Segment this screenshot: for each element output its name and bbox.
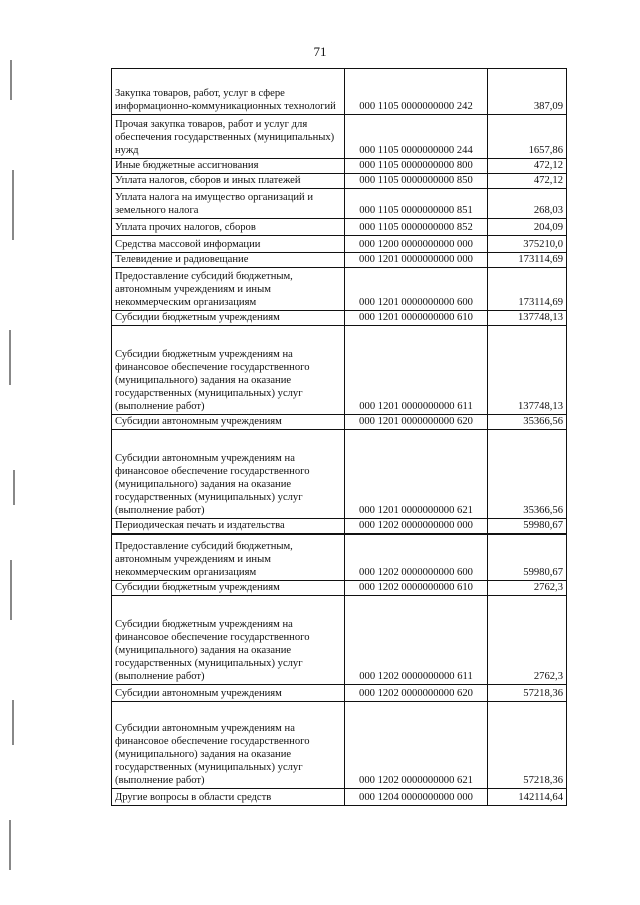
- row-code-cell: 000 1105 0000000000 242: [345, 69, 488, 115]
- scan-edge-artifact: [4, 0, 24, 905]
- table-row: [112, 159, 567, 174]
- row-code-cell: 000 1201 0000000000 620: [345, 415, 488, 430]
- row-name-cell: Предоставление субсидий бюджетным, автономным учреждениям и иным некоммерческим организациям: [112, 534, 345, 580]
- row-amount-cell: 375210,0: [488, 236, 567, 253]
- row-code-cell: 000 1105 0000000000 852: [345, 219, 488, 236]
- table-row: [112, 519, 567, 535]
- row-code-cell: 000 1201 0000000000 000: [345, 253, 488, 268]
- row-amount-cell: 35366,56: [488, 430, 567, 519]
- row-code-cell: 000 1202 0000000000 000: [345, 519, 488, 535]
- row-amount-cell: 57218,36: [488, 684, 567, 701]
- row-name-cell: Иные бюджетные ассигнования: [112, 159, 345, 174]
- row-amount-cell: 268,03: [488, 189, 567, 219]
- row-amount-cell: 204,09: [488, 219, 567, 236]
- row-name-cell: Субсидии бюджетным учреждениям на финансовое обеспечение государственного (муниципального) задания на оказание государственных (муниципальных) услуг (выполнение работ): [112, 595, 345, 684]
- row-code-cell: 000 1201 0000000000 611: [345, 326, 488, 415]
- row-amount-cell: 173114,69: [488, 268, 567, 311]
- row-code-cell: 000 1200 0000000000 000: [345, 236, 488, 253]
- row-name-cell: Субсидии бюджетным учреждениям на финансовое обеспечение государственного (муниципального) задания на оказание государственных (муниципальных) услуг (выполнение работ): [112, 326, 345, 415]
- row-name-cell: Закупка товаров, работ, услуг в сфере информационно-коммуникационных технологий: [112, 69, 345, 115]
- page-number: 71: [313, 44, 327, 59]
- row-name-cell: Уплата налогов, сборов и иных платежей: [112, 174, 345, 189]
- row-amount-cell: 137748,13: [488, 326, 567, 415]
- row-amount-cell: 142114,64: [488, 788, 567, 805]
- row-name-cell: Предоставление субсидий бюджетным, автономным учреждениям и иным некоммерческим организациям: [112, 268, 345, 311]
- row-name-cell: Прочая закупка товаров, работ и услуг для обеспечения государственных (муниципальных) нужд: [112, 115, 345, 159]
- table-row: [112, 595, 567, 684]
- table-row: [112, 236, 567, 253]
- table-row: [112, 69, 567, 115]
- row-amount-cell: 59980,67: [488, 519, 567, 535]
- row-name-cell: Другие вопросы в области средств: [112, 788, 345, 805]
- row-name-cell: Субсидии автономным учреждениям на финансовое обеспечение государственного (муниципального) задания на оказание государственных (муниципальных) услуг (выполнение работ): [112, 430, 345, 519]
- row-code-cell: 000 1201 0000000000 621: [345, 430, 488, 519]
- row-amount-cell: 1657,86: [488, 115, 567, 159]
- row-amount-cell: 137748,13: [488, 311, 567, 326]
- row-code-cell: 000 1202 0000000000 620: [345, 684, 488, 701]
- table-row: [112, 326, 567, 415]
- row-name-cell: Уплата прочих налогов, сборов: [112, 219, 345, 236]
- row-name-cell: Субсидии автономным учреждениям: [112, 684, 345, 701]
- row-code-cell: 000 1105 0000000000 851: [345, 189, 488, 219]
- row-code-cell: 000 1201 0000000000 600: [345, 268, 488, 311]
- row-code-cell: 000 1105 0000000000 850: [345, 174, 488, 189]
- row-amount-cell: 59980,67: [488, 534, 567, 580]
- table-row: [112, 219, 567, 236]
- budget-table-body: [112, 69, 567, 806]
- table-row: [112, 534, 567, 580]
- row-name-cell: Периодическая печать и издательства: [112, 519, 345, 535]
- budget-table: [111, 68, 567, 806]
- row-name-cell: Субсидии бюджетным учреждениям: [112, 311, 345, 326]
- table-row: [112, 253, 567, 268]
- table-row: [112, 701, 567, 788]
- row-amount-cell: 2762,3: [488, 595, 567, 684]
- row-code-cell: 000 1201 0000000000 610: [345, 311, 488, 326]
- row-name-cell: Уплата налога на имущество организаций и земельного налога: [112, 189, 345, 219]
- row-name-cell: Телевидение и радиовещание: [112, 253, 345, 268]
- row-code-cell: 000 1202 0000000000 610: [345, 580, 488, 595]
- row-amount-cell: 472,12: [488, 174, 567, 189]
- row-amount-cell: 35366,56: [488, 415, 567, 430]
- row-code-cell: 000 1202 0000000000 621: [345, 701, 488, 788]
- row-amount-cell: 173114,69: [488, 253, 567, 268]
- row-amount-cell: 472,12: [488, 159, 567, 174]
- row-amount-cell: 387,09: [488, 69, 567, 115]
- table-row: [112, 189, 567, 219]
- table-row: [112, 311, 567, 326]
- table-row: [112, 430, 567, 519]
- row-code-cell: 000 1105 0000000000 244: [345, 115, 488, 159]
- table-row: [112, 580, 567, 595]
- table-row: [112, 684, 567, 701]
- row-code-cell: 000 1105 0000000000 800: [345, 159, 488, 174]
- table-row: [112, 174, 567, 189]
- row-name-cell: Субсидии автономным учреждениям на финансовое обеспечение государственного (муниципального) задания на оказание государственных (муниципальных) услуг (выполнение работ): [112, 701, 345, 788]
- table-row: [112, 115, 567, 159]
- row-name-cell: Средства массовой информации: [112, 236, 345, 253]
- row-amount-cell: 2762,3: [488, 580, 567, 595]
- row-code-cell: 000 1202 0000000000 600: [345, 534, 488, 580]
- table-row: [112, 788, 567, 805]
- row-code-cell: 000 1204 0000000000 000: [345, 788, 488, 805]
- row-code-cell: 000 1202 0000000000 611: [345, 595, 488, 684]
- row-amount-cell: 57218,36: [488, 701, 567, 788]
- row-name-cell: Субсидии автономным учреждениям: [112, 415, 345, 430]
- row-name-cell: Субсидии бюджетным учреждениям: [112, 580, 345, 595]
- table-row: [112, 268, 567, 311]
- table-row: [112, 415, 567, 430]
